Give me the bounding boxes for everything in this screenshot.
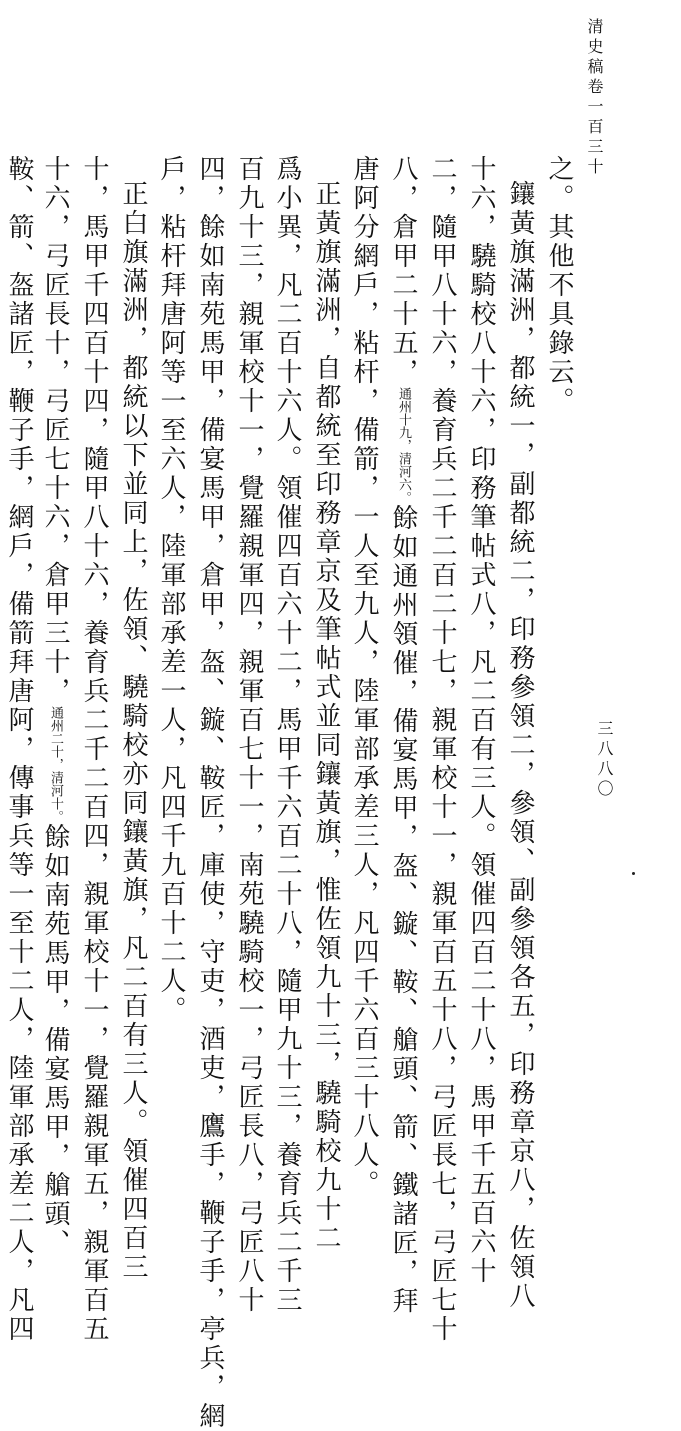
text-column: 爲小異，凡二百十六人。領催四百六十二，馬甲千六百二十八，隨甲九十三，養育兵二千三 xyxy=(272,155,302,1315)
inline-note: 通州二十， xyxy=(48,706,63,771)
inline-note: 清河六。 xyxy=(396,452,411,504)
text-column: 鑲黃旗滿洲，都統一，副都統二，印務參領二，參領、副參領各五，印務章京八，佐領八 xyxy=(505,180,535,1311)
page-number: 三八八〇 xyxy=(595,720,614,800)
text-column: 正白旗滿洲，都統以下並同上，佐領、驍騎校亦同鑲黃旗，凡二百有三人。領催四百三 xyxy=(118,180,148,1282)
text-segment: 八，倉甲二十五， xyxy=(388,155,418,387)
text-column xyxy=(42,155,68,1258)
text-segment: 餘如南苑馬甲，備宴馬甲，艙頭、 xyxy=(40,823,70,1258)
text-segment: 十六，弓匠長十，弓匠七十六，倉甲三十， xyxy=(40,155,70,706)
text-column: 正黃旗滿洲，自都統至印務章京及筆帖式並同鑲黃旗，惟佐領九十三，驍騎校九十二 xyxy=(311,180,341,1253)
text-column: 百九十三，親軍校十一，覺羅親軍四，親軍百七十一，南苑驍騎校一，弓匠長八，弓匠八十 xyxy=(234,155,264,1315)
inline-note: 清河十。 xyxy=(48,771,63,823)
text-column: 十，馬甲千四百十四，隨甲八十六，養育兵二千二百四，親軍校十一，覺羅親軍五，親軍百五 xyxy=(79,155,109,1344)
scan-speck xyxy=(632,872,635,875)
text-segment: 餘如通州領催，備宴馬甲，盔、鏇、鞍、艙頭、箭、鐵諸匠，拜 xyxy=(388,504,418,1316)
text-column xyxy=(390,155,416,1316)
text-column: 戶，粘杆拜唐阿等一至六人，陸軍部承差一人，凡四千九百十二人。 xyxy=(156,155,186,1025)
text-column: 唐阿分網戶，粘杆，備箭，一人至九人，陸軍部承差三人，凡四千六百三十八人。 xyxy=(349,155,379,1199)
text-column: 十六，驍騎校八十六，印務筆帖式八，凡二百有三人。領催四百二十八，馬甲千五百六十 xyxy=(466,155,496,1286)
text-column: 二，隨甲八十六，養育兵二千二百二十七，親軍校十一，親軍百五十八，弓匠長七，弓匠七十 xyxy=(427,155,457,1344)
inline-note: 通州十九， xyxy=(396,387,411,452)
text-column: 之。其他不具錄云。 xyxy=(544,155,574,416)
text-column: 四，餘如南苑馬甲，備宴馬甲，倉甲，盔、鏇、鞍匠，庫使，守吏，酒吏，鷹手，鞭子手，亭兵，網 xyxy=(195,155,225,1431)
running-title: 清史稿卷一百三十 xyxy=(585,18,604,178)
text-column: 鞍、箭、盔諸匠，鞭子手，網戶，備箭拜唐阿，傳事兵等一至十二人，陸軍部承差二人，凡四 xyxy=(4,155,34,1344)
